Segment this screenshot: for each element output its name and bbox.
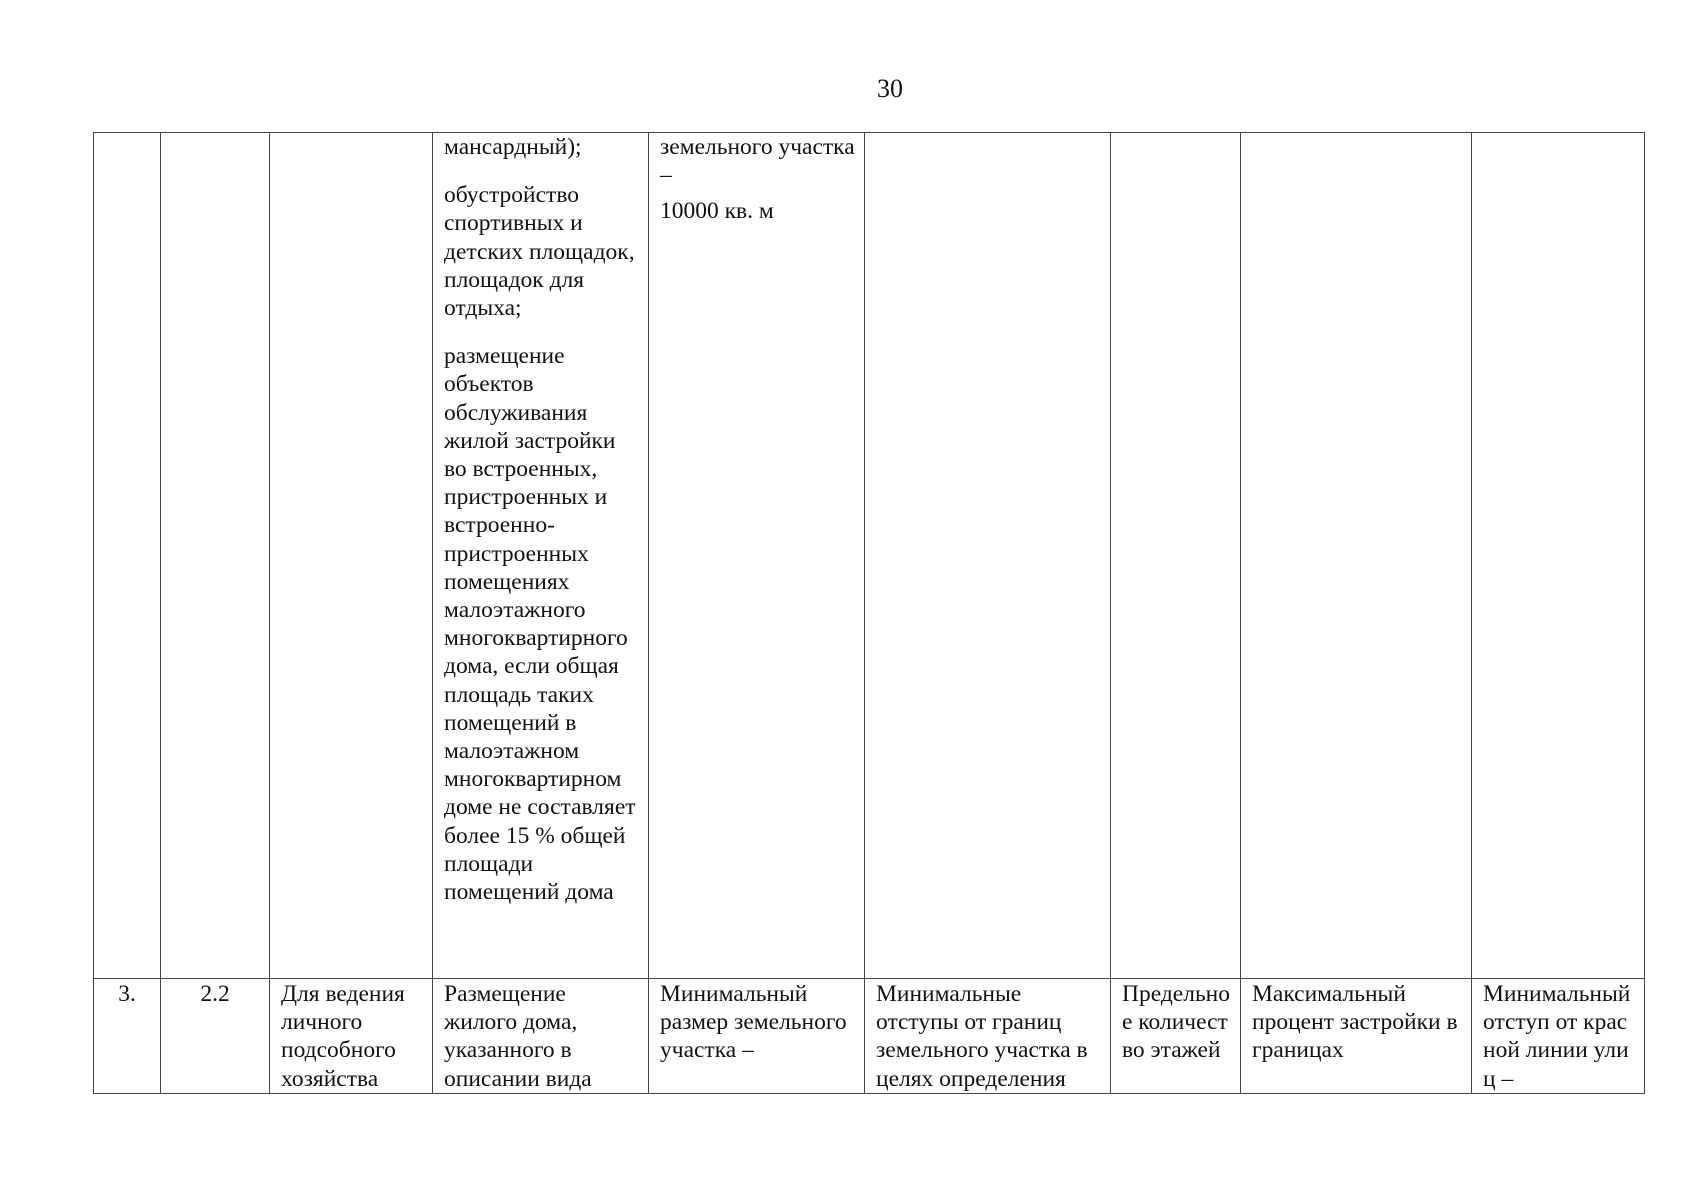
table-row-continuation (94, 133, 1645, 979)
cell-floors (1111, 133, 1241, 979)
cell-coverage (1241, 133, 1472, 979)
cell-name (270, 133, 433, 979)
cell-setbacks: Минимальные отступы от границ земельного участка в целях определения (865, 979, 1111, 1094)
description-paragraph: обустройство спортивных и детских площадок, площадок для отдыха; (444, 182, 635, 322)
cell-red-line: Минимальный отступ от красной линии улиц – (1472, 979, 1645, 1094)
page-number: 30 (877, 74, 903, 103)
cell-code: 2.2 (161, 979, 270, 1094)
regulations-table (93, 132, 1645, 1094)
plot-size-paragraph: 10000 кв. м (660, 198, 774, 225)
description-paragraph: размещение объектов обслуживания жилой застройки во встроенных, пристроенных и встроенно-пристроенных помещениях малоэтажного многоквартирного дома, если общая площадь таких помещений в малоэтажном многоквартирном доме не составляет более 15 % общей площади помещений дома (444, 343, 636, 906)
cell-floors: Предельное количество этажей (1111, 979, 1241, 1094)
cell-red-line (1472, 133, 1645, 979)
plot-size-paragraph: земельного участка – (660, 134, 855, 189)
cell-name: Для ведения личного подсобного хозяйства (270, 979, 433, 1094)
cell-plot-size: Минимальный размер земельного участка – (649, 979, 865, 1094)
cell-number: 3. (94, 979, 161, 1094)
cell-plot-size (649, 133, 865, 979)
cell-description (433, 133, 649, 979)
cell-code (161, 133, 270, 979)
description-paragraph: мансардный); (444, 134, 582, 160)
table-row (94, 979, 1645, 1094)
cell-setbacks (865, 133, 1111, 979)
cell-description: Размещение жилого дома, указанного в описании вида (433, 979, 649, 1094)
cell-coverage: Максимальный процент застройки в границах (1241, 979, 1472, 1094)
cell-number (94, 133, 161, 979)
